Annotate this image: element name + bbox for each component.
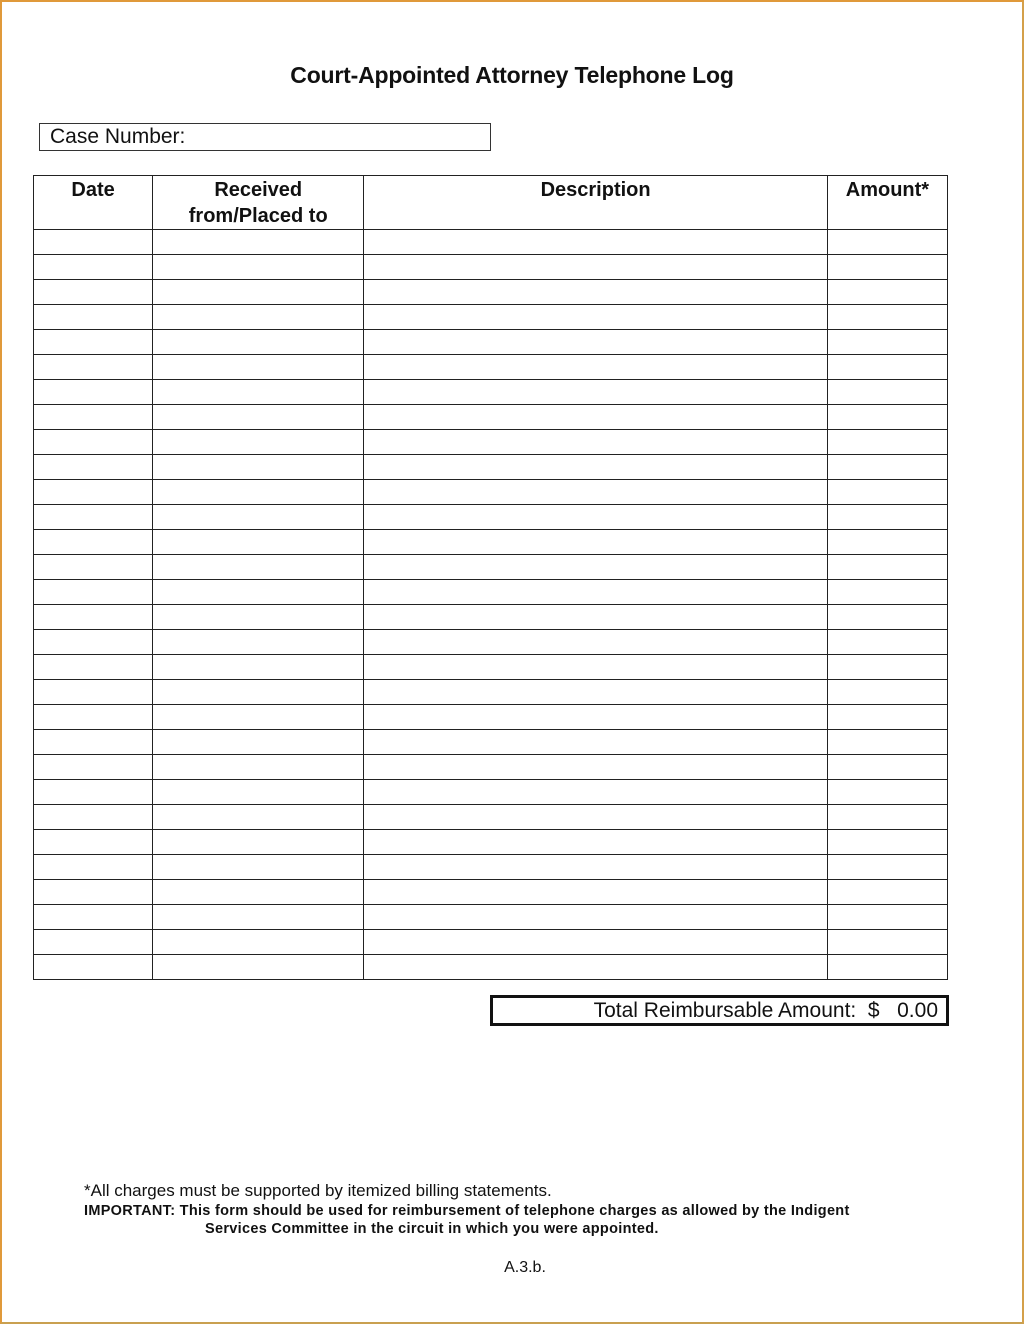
table-row: [34, 605, 948, 630]
cell-received-placed[interactable]: [153, 705, 364, 730]
table-row: [34, 405, 948, 430]
cell-date[interactable]: [34, 955, 153, 980]
table-row: [34, 305, 948, 330]
cell-date[interactable]: [34, 730, 153, 755]
cell-amount[interactable]: [827, 905, 947, 930]
cell-amount[interactable]: [827, 805, 947, 830]
cell-amount[interactable]: [827, 305, 947, 330]
cell-description[interactable]: [364, 780, 828, 805]
table-row: [34, 355, 948, 380]
case-number-label: Case Number:: [50, 125, 186, 148]
important-note-line-2: Services Committee in the circuit in which you were appointed.: [205, 1221, 659, 1237]
cell-description[interactable]: [364, 255, 828, 280]
cell-received-placed[interactable]: [153, 730, 364, 755]
cell-amount[interactable]: [827, 705, 947, 730]
cell-description[interactable]: [364, 230, 828, 255]
cell-received-placed[interactable]: [153, 605, 364, 630]
cell-description[interactable]: [364, 380, 828, 405]
cell-amount[interactable]: [827, 330, 947, 355]
table-row: [34, 805, 948, 830]
cell-description[interactable]: [364, 455, 828, 480]
cell-amount[interactable]: [827, 680, 947, 705]
table-row: [34, 755, 948, 780]
billing-note: *All charges must be supported by itemized billing statements.: [84, 1181, 552, 1200]
cell-received-placed[interactable]: [153, 905, 364, 930]
cell-date[interactable]: [34, 455, 153, 480]
cell-date[interactable]: [34, 255, 153, 280]
table-row: [34, 655, 948, 680]
cell-date[interactable]: [34, 330, 153, 355]
cell-received-placed[interactable]: [153, 230, 364, 255]
cell-date[interactable]: [34, 530, 153, 555]
cell-description[interactable]: [364, 480, 828, 505]
cell-date[interactable]: [34, 780, 153, 805]
cell-date[interactable]: [34, 380, 153, 405]
table-row: [34, 705, 948, 730]
cell-date[interactable]: [34, 930, 153, 955]
cell-description[interactable]: [364, 680, 828, 705]
table-header-row: [34, 176, 948, 230]
cell-received-placed[interactable]: [153, 955, 364, 980]
cell-received-placed[interactable]: [153, 355, 364, 380]
cell-date[interactable]: [34, 555, 153, 580]
table-row: [34, 505, 948, 530]
cell-amount[interactable]: [827, 655, 947, 680]
cell-date[interactable]: [34, 430, 153, 455]
cell-received-placed[interactable]: [153, 855, 364, 880]
case-number-field[interactable]: [39, 123, 491, 151]
cell-amount[interactable]: [827, 380, 947, 405]
cell-amount[interactable]: [827, 455, 947, 480]
table-row: [34, 680, 948, 705]
cell-date[interactable]: [34, 655, 153, 680]
table-row: [34, 905, 948, 930]
cell-received-placed[interactable]: [153, 555, 364, 580]
cell-description[interactable]: [364, 555, 828, 580]
cell-amount[interactable]: [827, 755, 947, 780]
table-row: [34, 930, 948, 955]
important-note-line-1: IMPORTANT: This form should be used for reimbursement of telephone charges as allowed by the Indigent: [84, 1203, 850, 1219]
cell-amount[interactable]: [827, 830, 947, 855]
cell-received-placed[interactable]: [153, 880, 364, 905]
page-reference: A.3.b.: [504, 1259, 546, 1276]
cell-amount[interactable]: [827, 405, 947, 430]
total-currency: $: [867, 999, 880, 1022]
cell-description[interactable]: [364, 880, 828, 905]
table-row: [34, 855, 948, 880]
cell-received-placed[interactable]: [153, 805, 364, 830]
cell-received-placed[interactable]: [153, 580, 364, 605]
cell-description[interactable]: [364, 330, 828, 355]
cell-description[interactable]: [364, 705, 828, 730]
cell-description[interactable]: [364, 755, 828, 780]
table-row: [34, 330, 948, 355]
cell-amount[interactable]: [827, 505, 947, 530]
cell-description[interactable]: [364, 805, 828, 830]
cell-amount[interactable]: [827, 430, 947, 455]
cell-description[interactable]: [364, 830, 828, 855]
cell-amount[interactable]: [827, 555, 947, 580]
cell-description[interactable]: [364, 930, 828, 955]
cell-received-placed[interactable]: [153, 780, 364, 805]
cell-description[interactable]: [364, 955, 828, 980]
table-body: [34, 230, 948, 980]
cell-date[interactable]: [34, 830, 153, 855]
cell-amount[interactable]: [827, 930, 947, 955]
cell-date[interactable]: [34, 705, 153, 730]
cell-amount[interactable]: [827, 880, 947, 905]
total-label: Total Reimbursable Amount:: [593, 999, 857, 1022]
table-row: [34, 380, 948, 405]
cell-received-placed[interactable]: [153, 255, 364, 280]
table-row: [34, 430, 948, 455]
table-row: [34, 830, 948, 855]
cell-amount[interactable]: [827, 255, 947, 280]
cell-amount[interactable]: [827, 530, 947, 555]
cell-date[interactable]: [34, 855, 153, 880]
cell-received-placed[interactable]: [153, 505, 364, 530]
column-header-date: Date: [34, 176, 153, 230]
cell-amount[interactable]: [827, 280, 947, 305]
total-value[interactable]: 0.00: [897, 999, 938, 1022]
cell-date[interactable]: [34, 505, 153, 530]
cell-amount[interactable]: [827, 230, 947, 255]
column-header-received-placed: Received from/Placed to: [153, 176, 364, 230]
cell-received-placed[interactable]: [153, 530, 364, 555]
cell-amount[interactable]: [827, 605, 947, 630]
cell-received-placed[interactable]: [153, 630, 364, 655]
table-row: [34, 880, 948, 905]
cell-description[interactable]: [364, 605, 828, 630]
table-row: [34, 580, 948, 605]
total-reimbursable-amount: [490, 995, 949, 1026]
cell-description[interactable]: [364, 305, 828, 330]
cell-received-placed[interactable]: [153, 655, 364, 680]
cell-description[interactable]: [364, 355, 828, 380]
cell-received-placed[interactable]: [153, 305, 364, 330]
cell-received-placed[interactable]: [153, 930, 364, 955]
cell-description[interactable]: [364, 405, 828, 430]
cell-date[interactable]: [34, 305, 153, 330]
cell-amount[interactable]: [827, 630, 947, 655]
table-row: [34, 230, 948, 255]
cell-date[interactable]: [34, 605, 153, 630]
table-row: [34, 455, 948, 480]
cell-description[interactable]: [364, 655, 828, 680]
table-row: [34, 530, 948, 555]
cell-received-placed[interactable]: [153, 330, 364, 355]
cell-description[interactable]: [364, 855, 828, 880]
cell-amount[interactable]: [827, 480, 947, 505]
document-title: Court-Appointed Attorney Telephone Log: [290, 62, 734, 88]
cell-amount[interactable]: [827, 355, 947, 380]
cell-date[interactable]: [34, 680, 153, 705]
cell-received-placed[interactable]: [153, 755, 364, 780]
cell-amount[interactable]: [827, 780, 947, 805]
table-row: [34, 480, 948, 505]
cell-description[interactable]: [364, 580, 828, 605]
cell-description[interactable]: [364, 630, 828, 655]
cell-description[interactable]: [364, 905, 828, 930]
cell-amount[interactable]: [827, 580, 947, 605]
cell-date[interactable]: [34, 355, 153, 380]
table-row: [34, 780, 948, 805]
cell-description[interactable]: [364, 730, 828, 755]
table-row: [34, 280, 948, 305]
cell-date[interactable]: [34, 880, 153, 905]
column-header-description: Description: [364, 176, 828, 230]
cell-date[interactable]: [34, 805, 153, 830]
cell-received-placed[interactable]: [153, 480, 364, 505]
cell-received-placed[interactable]: [153, 455, 364, 480]
cell-date[interactable]: [34, 230, 153, 255]
cell-amount[interactable]: [827, 955, 947, 980]
cell-description[interactable]: [364, 530, 828, 555]
telephone-log-table: [33, 175, 948, 980]
cell-received-placed[interactable]: [153, 680, 364, 705]
table-row: [34, 255, 948, 280]
cell-received-placed[interactable]: [153, 280, 364, 305]
cell-received-placed[interactable]: [153, 430, 364, 455]
table-row: [34, 630, 948, 655]
cell-description[interactable]: [364, 505, 828, 530]
cell-date[interactable]: [34, 905, 153, 930]
cell-date[interactable]: [34, 280, 153, 305]
cell-amount[interactable]: [827, 855, 947, 880]
table-row: [34, 730, 948, 755]
cell-date[interactable]: [34, 480, 153, 505]
cell-date[interactable]: [34, 405, 153, 430]
cell-description[interactable]: [364, 430, 828, 455]
cell-date[interactable]: [34, 755, 153, 780]
cell-date[interactable]: [34, 580, 153, 605]
cell-received-placed[interactable]: [153, 405, 364, 430]
cell-received-placed[interactable]: [153, 380, 364, 405]
cell-date[interactable]: [34, 630, 153, 655]
column-header-amount: Amount*: [827, 176, 947, 230]
table-row: [34, 555, 948, 580]
cell-description[interactable]: [364, 280, 828, 305]
table-row: [34, 955, 948, 980]
cell-amount[interactable]: [827, 730, 947, 755]
cell-received-placed[interactable]: [153, 830, 364, 855]
